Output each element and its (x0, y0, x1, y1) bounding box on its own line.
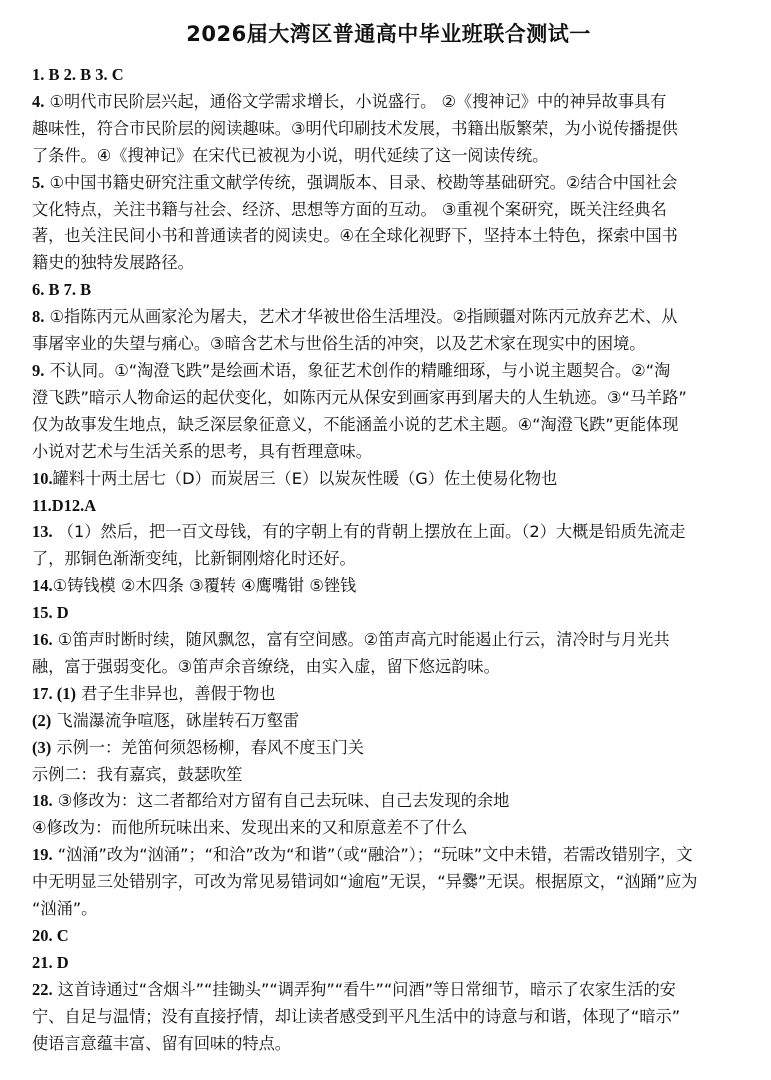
answer-line (32, 170, 745, 197)
answer-line (32, 412, 745, 439)
question-number: 10. (32, 468, 53, 488)
answer-text: “汹涌”。 (32, 899, 98, 919)
answer-text: ④修改为：而他所玩味出来、发现出来的又和原意差不了什么 (32, 818, 468, 838)
question-number: 22. (32, 979, 53, 999)
answer-text: 仅为故事发生地点，缺乏深层象征意义，不能涵盖小说的艺术主题。④“淘澄飞跌”更能体现 (32, 414, 679, 434)
answer-text: 文化特点，关注书籍与社会、经济、思想等方面的互动。 ③重视个案研究，既关注经典名 (32, 199, 667, 219)
answer-line (32, 116, 745, 143)
answer-line (32, 950, 745, 977)
answer-text: 这首诗通过“含烟斗”“挂锄头”“调弄狗”“看牛”“问酒”等日常细节，暗示了农家生活的安 (52, 979, 676, 999)
answer-line (32, 277, 745, 304)
answer-line (32, 358, 745, 385)
answer-text: 融，富于强弱变化。③笛声余音缭绕，由实入虚，留下悠远韵味。 (32, 656, 500, 676)
answer-line (32, 735, 745, 762)
question-number: 8. (32, 307, 45, 327)
answer-text: 罐料十两土居七（D）而炭居三（E）以炭灰性暖（G）佐土使易化物也 (52, 468, 558, 488)
answer-line (32, 385, 745, 412)
answer-line (32, 842, 745, 869)
answer-text: 中无明显三处错别字，可改为常见易错词如“逾庖”无误，“异爨”无误。根据原文，“汹踊”应为 (32, 872, 698, 892)
question-number: 19. (32, 845, 53, 865)
answer-text: 著，也关注民间小书和普通读者的阅读史。④在全球化视野下，坚持本土特色，探索中国书 (32, 226, 678, 246)
answer-text: 君子生非异也，善假于物也 (76, 683, 276, 703)
answer-line (32, 439, 745, 466)
answer-line (32, 197, 745, 224)
question-number: (3) (32, 737, 52, 757)
answer-line (32, 654, 745, 681)
question-number: 20. C (32, 926, 69, 945)
answer-text: ①笛声时断时续，随风飘忽，富有空间感。②笛声高亢时能遏止行云，清冷时与月光共 (52, 630, 670, 650)
question-number: 9. (32, 360, 45, 380)
answer-line (32, 869, 745, 896)
answer-text: 不认同。①“淘澄飞跌”是绘画术语，象征艺术创作的精雕细琢，与小说主题契合。②“淘 (44, 360, 671, 380)
answer-text: 使语言意蕴丰富、留有回味的特点。 (32, 1033, 291, 1053)
question-number: 14. (32, 576, 53, 596)
answer-text: ①中国书籍史研究注重文献学传统，强调版本、目录、校勘等基础研究。②结合中国社会 (44, 172, 678, 192)
answer-line (32, 708, 745, 735)
answer-text: 飞湍瀑流争喧豗，砯崖转石万壑雷 (51, 710, 300, 730)
answer-text: ①铸钱模 ②木四条 ③覆转 ④鹰嘴钳 ⑤锉钱 (52, 576, 357, 596)
answer-line (32, 923, 745, 950)
question-number: 5. (32, 172, 45, 192)
question-number: 16. (32, 630, 53, 650)
question-number: (2) (32, 710, 52, 730)
answer-line (32, 815, 745, 842)
answer-line (32, 627, 745, 654)
answer-line (32, 681, 745, 708)
answer-text: ①明代市民阶层兴起，通俗文学需求增长，小说盛行。 ②《搜神记》中的神异故事具有 (44, 91, 667, 111)
answer-text: 趣味性，符合市民阶层的阅读趣味。③明代印刷技术发展，书籍出版繁荣，为小说传播提供 (32, 118, 678, 138)
question-number: 15. D (32, 603, 69, 623)
answer-line (32, 600, 745, 627)
answer-line (32, 1031, 745, 1058)
answer-text: 了，那铜色渐渐变纯，比新铜刚熔化时还好。 (32, 549, 356, 569)
answer-line (32, 304, 745, 331)
answer-line (32, 519, 745, 546)
answer-text: 示例一：羌笛何须怨杨柳，春风不度玉门关 (51, 737, 364, 757)
answer-line (32, 466, 745, 493)
page-title: 2026届大湾区普通高中毕业班联合测试一 (186, 22, 591, 46)
question-number: 6. B 7. B (32, 280, 92, 300)
question-number: 18. (32, 791, 53, 811)
answer-text: ①指陈丙元从画家沦为屠夫，艺术才华被世俗生活埋没。②指顾疆对陈丙元放弃艺术、从 (44, 307, 678, 327)
answer-text: 了条件。④《搜神记》在宋代已被视为小说，明代延续了这一阅读传统。 (32, 145, 549, 165)
answer-line (32, 143, 745, 170)
answer-text: 示例二：我有嘉宾，鼓瑟吹笙 (32, 764, 243, 784)
answer-line (32, 1004, 745, 1031)
answer-text: ③修改为：这二者都给对方留有自己去玩味、自己去发现的余地 (52, 791, 510, 811)
answer-text: 澄飞跌”暗示人物命运的起伏变化，如陈丙元从保安到画家再到屠夫的人生轨迹。③“马羊路” (32, 387, 687, 407)
question-number: 17. (1) (32, 683, 76, 703)
question-number: 11.D12.A (32, 495, 97, 515)
answer-text: 宁、自足与温情；没有直接抒情，却让读者感受到平凡生活中的诗意与和谐，体现了“暗示” (32, 1006, 681, 1026)
answer-line (32, 493, 745, 520)
answer-line (32, 977, 745, 1004)
answer-text: 小说对艺术与生活关系的思考，具有哲理意味。 (32, 441, 372, 461)
question-number: 4. (32, 91, 45, 111)
answer-text: 事屠宰业的失望与痛心。③暗含艺术与世俗生活的冲突，以及艺术家在现实中的困境。 (32, 334, 646, 354)
answer-line (32, 762, 745, 789)
answer-line (32, 546, 745, 573)
question-number: 21. D (32, 952, 69, 972)
answer-body (32, 62, 745, 1058)
question-number: 1. B 2. B 3. C (32, 65, 124, 84)
answer-line (32, 62, 745, 89)
answer-line (32, 788, 745, 815)
answer-line (32, 331, 745, 358)
answer-line (32, 89, 745, 116)
answer-text: “汹涌”改为“汹涌”；“和洽”改为“和谐”（或“融洽”）；“玩味”文中未错，若需改错别字，文 (52, 845, 693, 865)
answer-text: 籍史的独特发展路径。 (32, 253, 194, 273)
answer-line (32, 223, 745, 250)
question-number: 13. (32, 522, 53, 542)
answer-text: （1）然后，把一百文母钱，有的字朝上有的背朝上摆放在上面。（2）大概是铅质先流走 (52, 522, 686, 542)
answer-line (32, 250, 745, 277)
answer-line (32, 573, 745, 600)
answer-line (32, 896, 745, 923)
